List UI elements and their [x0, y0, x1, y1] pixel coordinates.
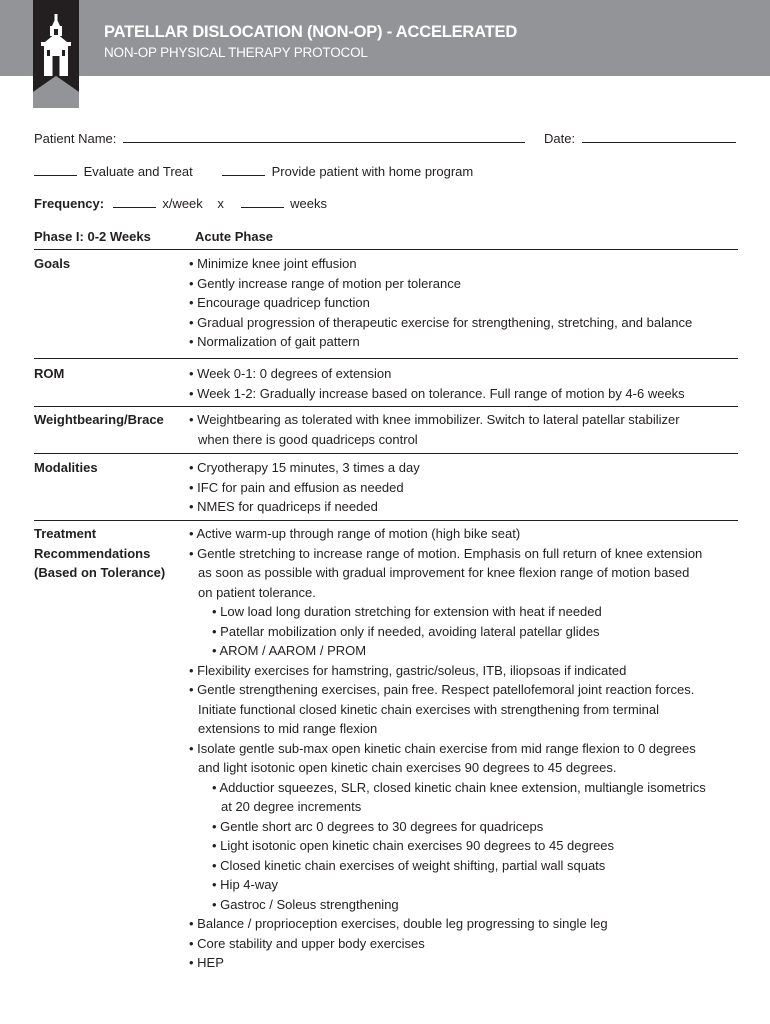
home-program-row: [222, 164, 473, 179]
treatment-list: [189, 524, 744, 973]
weeks-label: weeks: [290, 196, 328, 211]
rom-label: ROM: [34, 366, 65, 381]
page-title: PATELLAR DISLOCATION (NON-OP) - ACCELERATED: [104, 23, 518, 41]
list-item: • Isolate gentle sub-max open kinetic chain exercise from mid range flexion to 0 degrees: [189, 740, 696, 756]
weightbearing-list: [189, 410, 744, 449]
evaluate-row: [34, 164, 193, 179]
frequency-per-week-field[interactable]: [113, 197, 156, 208]
times-label: x: [217, 196, 224, 211]
patient-name-label: Patient Name:: [34, 131, 117, 146]
list-item: • Normalization of gait pattern: [189, 334, 360, 349]
list-item: • IFC for pain and effusion as needed: [189, 479, 404, 495]
sub-list-item: • Closed kinetic chain exercises of weight shifting, partial wall squats: [212, 857, 606, 873]
rom-list: [189, 364, 744, 403]
list-item-continued: when there is good quadriceps control: [198, 431, 418, 447]
list-item-continued: Initiate functional closed kinetic chain exercises with strengthening from terminal: [198, 701, 660, 717]
phase-label: Phase I: 0-2 Weeks: [34, 229, 151, 244]
sub-list-item: • Patellar mobilization only if needed, avoiding lateral patellar glides: [212, 623, 600, 639]
phase-name: Acute Phase: [195, 229, 274, 244]
date-label: Date:: [544, 131, 576, 146]
divider: [34, 520, 738, 521]
frequency-row: [34, 196, 327, 211]
list-item: • Week 0-1: 0 degrees of extension: [189, 366, 392, 381]
patient-name-field[interactable]: [123, 132, 525, 143]
page-subtitle: NON-OP PHYSICAL THERAPY PROTOCOL: [104, 45, 368, 60]
evaluate-label: Evaluate and Treat: [83, 164, 193, 179]
treatment-label-line: Recommendations: [34, 545, 151, 561]
list-item: • Encourage quadricep function: [189, 295, 370, 310]
home-program-label: Provide patient with home program: [271, 164, 474, 179]
sub-list-item: • Low load long duration stretching for extension with heat if needed: [212, 604, 602, 619]
frequency-label: Frequency:: [34, 196, 105, 211]
list-item: • Flexibility exercises for hamstring, gastric/soleus, ITB, iliopsoas if indicated: [189, 662, 627, 678]
building-tower-icon: [33, 0, 79, 108]
divider: [34, 453, 738, 454]
list-item: • Week 1-2: Gradually increase based on tolerance. Full range of motion by 4-6 weeks: [189, 385, 685, 401]
list-item: • Cryotherapy 15 minutes, 3 times a day: [189, 460, 420, 475]
home-program-checkbox-line[interactable]: [222, 165, 265, 176]
list-item-continued: and light isotonic open kinetic chain exercises 90 degrees to 45 degrees.: [198, 760, 617, 775]
list-item: • Gently increase range of motion per tolerance: [189, 275, 461, 291]
sub-list-item: • Adductior squeezes, SLR, closed kinetic chain knee extension, multiangle isometrics: [212, 779, 706, 795]
list-item: • Active warm-up through range of motion (high bike seat): [189, 526, 521, 541]
list-item: • HEP: [189, 955, 224, 970]
list-item-continued: on patient tolerance.: [198, 584, 316, 600]
weeks-field[interactable]: [241, 197, 284, 208]
list-item: • Balance / proprioception exercises, double leg progressing to single leg: [189, 916, 608, 931]
divider: [34, 249, 738, 250]
treatment-label-line: (Based on Tolerance): [34, 565, 166, 580]
list-item: • Gentle strengthening exercises, pain free. Respect patellofemoral joint reaction forces.: [189, 682, 695, 697]
sub-list-item: • Hip 4-way: [212, 877, 278, 892]
treatment-label-line: Treatment: [34, 526, 97, 541]
list-item: • Minimize knee joint effusion: [189, 256, 357, 271]
sub-list-item-continued: at 20 degree increments: [221, 799, 362, 814]
list-item-continued: extensions to mid range flexion: [198, 721, 378, 736]
divider: [34, 358, 738, 359]
treatment-label: [34, 524, 165, 583]
goals-list: [189, 254, 744, 352]
weightbearing-label: Weightbearing/Brace: [34, 412, 164, 427]
divider: [34, 406, 738, 407]
date-row: [544, 131, 736, 146]
list-item: • Weightbearing as tolerated with knee immobilizer. Switch to lateral patellar stabilizer: [189, 412, 680, 427]
sub-list-item: • Light isotonic open kinetic chain exercises 90 degrees to 45 degrees: [212, 838, 615, 853]
sub-list-item: • Gentle short arc 0 degrees to 30 degrees for quadriceps: [212, 818, 544, 834]
sub-list-item: • Gastroc / Soleus strengthening: [212, 896, 399, 912]
evaluate-checkbox-line[interactable]: [34, 165, 77, 176]
modalities-list: [189, 458, 744, 517]
list-item-continued: as soon as possible with gradual improvement for knee flexion range of motion based: [198, 565, 690, 580]
header-band: [0, 0, 770, 76]
sub-list-item: • AROM / AAROM / PROM: [212, 643, 367, 658]
patient-name-row: [34, 131, 525, 146]
xweek-label: x/week: [162, 196, 203, 211]
modalities-label: Modalities: [34, 460, 98, 475]
list-item: • Core stability and upper body exercises: [189, 935, 425, 951]
list-item: • Gradual progression of therapeutic exercise for strengthening, stretching, and balance: [189, 314, 693, 330]
goals-label: Goals: [34, 256, 71, 271]
list-item: • NMES for quadriceps if needed: [189, 499, 378, 514]
list-item: • Gentle stretching to increase range of motion. Emphasis on full return of knee extension: [189, 545, 703, 561]
date-field[interactable]: [582, 132, 736, 143]
